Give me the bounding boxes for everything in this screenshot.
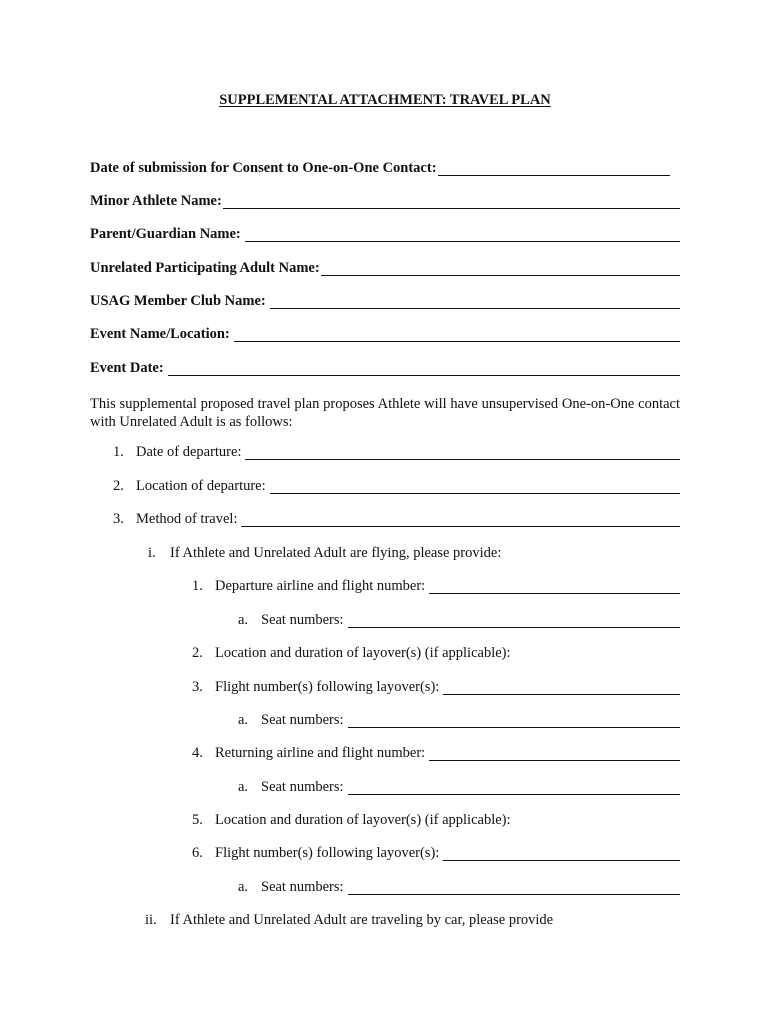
method-of-travel-field[interactable]: [241, 525, 680, 527]
flying-label: If Athlete and Unrelated Adult are flying, please provide:: [170, 545, 502, 561]
layover-location-label: Location and duration of layover(s) (if applicable):: [215, 645, 511, 661]
return-layover-location-label: Location and duration of layover(s) (if applicable):: [215, 812, 511, 828]
departure-airline-label: Departure airline and flight number:: [215, 578, 426, 594]
minor-athlete-name-field[interactable]: [223, 207, 680, 209]
event-name-location-field[interactable]: [234, 340, 680, 342]
seat-numbers-field[interactable]: [348, 626, 680, 628]
seat-numbers-field[interactable]: [348, 726, 680, 728]
date-of-departure-field[interactable]: [245, 458, 680, 460]
flight-after-layover-label: Flight number(s) following layover(s):: [215, 679, 440, 695]
flying-item-seat-numbers-4: [238, 879, 680, 899]
list-number: 2.: [192, 645, 203, 661]
unrelated-adult-name-row: [90, 260, 680, 280]
sub-item-flying: [148, 545, 680, 565]
list-number: 3.: [192, 679, 203, 695]
date-of-departure-label: Date of departure:: [136, 444, 242, 460]
list-number: 1.: [113, 444, 124, 460]
returning-airline-label: Returning airline and flight number:: [215, 745, 426, 761]
flying-item-departure-airline: [192, 578, 680, 598]
location-of-departure-field[interactable]: [270, 492, 680, 494]
seat-numbers-field[interactable]: [348, 893, 680, 895]
unrelated-adult-name-field[interactable]: [321, 274, 680, 276]
date-of-submission-field[interactable]: [438, 174, 670, 176]
usag-club-name-label: USAG Member Club Name:: [90, 293, 266, 309]
event-name-location-row: [90, 326, 680, 346]
return-flight-after-layover-label: Flight number(s) following layover(s):: [215, 845, 440, 861]
list-item-date-of-departure: [113, 444, 680, 464]
minor-athlete-name-row: [90, 193, 680, 213]
list-number: i.: [148, 545, 156, 561]
list-letter: a.: [238, 779, 249, 795]
date-of-submission-row: [90, 160, 670, 180]
unrelated-adult-name-label: Unrelated Participating Adult Name:: [90, 260, 320, 276]
seat-numbers-label: Seat numbers:: [261, 612, 344, 628]
flying-item-returning-airline: [192, 745, 680, 765]
list-number: 2.: [113, 478, 124, 494]
list-letter: a.: [238, 712, 249, 728]
location-of-departure-label: Location of departure:: [136, 478, 266, 494]
list-letter: a.: [238, 879, 249, 895]
returning-airline-field[interactable]: [429, 759, 680, 761]
list-number: 5.: [192, 812, 203, 828]
list-number: 3.: [113, 511, 124, 527]
usag-club-name-field[interactable]: [270, 307, 680, 309]
method-of-travel-label: Method of travel:: [136, 511, 238, 527]
list-letter: a.: [238, 612, 249, 628]
list-item-location-of-departure: [113, 478, 680, 498]
flight-after-layover-field[interactable]: [443, 693, 680, 695]
flying-item-seat-numbers-2: [238, 712, 680, 732]
list-number: ii.: [145, 912, 157, 928]
flying-item-flight-after-layover: [192, 679, 680, 699]
seat-numbers-label: Seat numbers:: [261, 879, 344, 895]
event-name-location-label: Event Name/Location:: [90, 326, 230, 342]
seat-numbers-field[interactable]: [348, 793, 680, 795]
seat-numbers-label: Seat numbers:: [261, 712, 344, 728]
list-item-method-of-travel: [113, 511, 680, 531]
list-number: 6.: [192, 845, 203, 861]
list-number: 4.: [192, 745, 203, 761]
car-label: If Athlete and Unrelated Adult are traveling by car, please provide: [170, 912, 554, 928]
usag-club-name-row: [90, 293, 680, 313]
list-number: 1.: [192, 578, 203, 594]
flying-item-return-layover-location: [192, 812, 680, 832]
event-date-field[interactable]: [168, 374, 680, 376]
document-title: SUPPLEMENTAL ATTACHMENT: TRAVEL PLAN: [219, 92, 551, 108]
flying-item-return-flight-after-layover: [192, 845, 680, 865]
parent-guardian-name-row: [90, 226, 680, 246]
minor-athlete-name-label: Minor Athlete Name:: [90, 193, 222, 209]
sub-item-car: [145, 912, 680, 932]
event-date-row: [90, 360, 680, 380]
parent-guardian-name-label: Parent/Guardian Name:: [90, 226, 241, 242]
departure-airline-field[interactable]: [429, 592, 680, 594]
flying-item-seat-numbers-3: [238, 779, 680, 799]
parent-guardian-name-field[interactable]: [245, 240, 680, 242]
intro-paragraph: This supplemental proposed travel plan proposes Athlete will have unsupervised One-on-One contact with Unrelated Adult is as follows:: [90, 396, 680, 430]
flying-item-seat-numbers-1: [238, 612, 680, 632]
flying-item-layover-location: [192, 645, 680, 665]
seat-numbers-label: Seat numbers:: [261, 779, 344, 795]
return-flight-after-layover-field[interactable]: [443, 859, 680, 861]
event-date-label: Event Date:: [90, 360, 164, 376]
date-of-submission-label: Date of submission for Consent to One-on-One Contact:: [90, 160, 437, 176]
